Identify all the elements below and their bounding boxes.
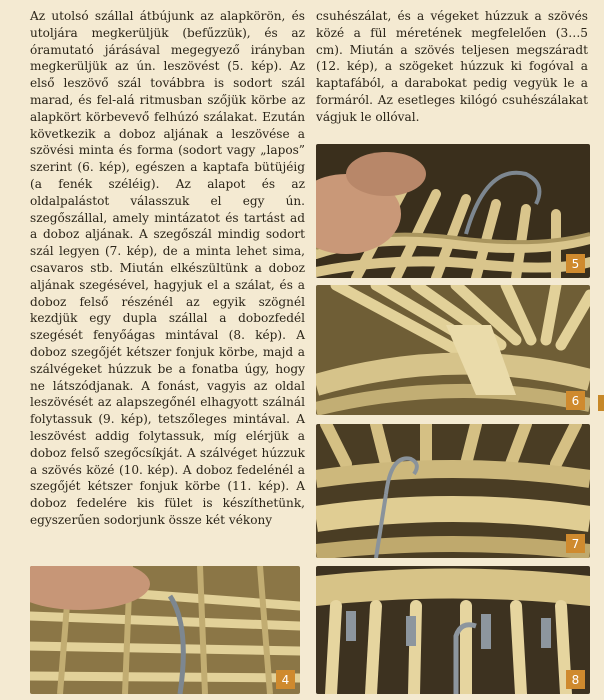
photo-5 bbox=[316, 144, 590, 278]
photo-8-number: 8 bbox=[566, 670, 585, 689]
photo-6-number: 6 bbox=[566, 391, 585, 410]
photo-8-image bbox=[316, 566, 590, 694]
photo-7-number: 7 bbox=[566, 534, 585, 553]
right-text-column bbox=[316, 8, 588, 126]
photo-7-image bbox=[316, 424, 590, 558]
photo-4 bbox=[30, 566, 300, 694]
photo-7 bbox=[316, 424, 590, 558]
photo-6 bbox=[316, 285, 590, 415]
left-text-column bbox=[30, 8, 305, 529]
photo-4-number: 4 bbox=[276, 670, 295, 689]
photo-5-image bbox=[316, 144, 590, 278]
photo-8 bbox=[316, 566, 590, 694]
photo-4-image bbox=[30, 566, 300, 694]
photo-6-image bbox=[316, 285, 590, 415]
page-edge-tab bbox=[598, 395, 604, 411]
left-paragraph: Az utolsó szállal átbújunk az alapkörön, és utoljára megkerüljük (befűzzük), és az óramutató járásával megegyező irányban megkerüljük az ún. leszövést (5. kép). Az első leszövő szál továbbra is sodort szál marad, és fel-alá ritmusban szőjük körbe az alapkört körbevevő felhúzó szálakat. Ezután következik a doboz aljának a leszövése a szövési minta és forma (sodort vagy „lapos” szerint (6. kép), egészen a kaptafa bütüjéig (a fenék széléig). Az alapot és az oldalpalástot válasszuk el egy ún. szegőszállal, amely mintázatot és tartást ad a doboz aljának. A szegőszál mindig sodort szál legyen (7. kép), de a minta lehet sima, csavaros stb. Miután elkészültünk a doboz aljának szegésével, hagyjuk el a szálat, és a doboz felső részénél az egyik szögnél kezdjük egy dupla szállal a dobozfedél szegését fenyőágas mintával (8. kép). A doboz szegőjét kétszer fonjuk körbe, majd a szálvégeket húzzuk be a fonatba úgy, hogy ne látszódjanak. A fonást, vagyis az oldal leszövését az alapszegőnél elhagyott szálnál folytassuk (9. kép), tetszőleges mintával. A leszövést addig folytassuk, míg elérjük a doboz felső szegőcsíkját. A szálvéget húzzuk a szövés közé (10. kép). A doboz fedelénél a szegőjét kétszer fonjuk körbe (11. kép). A doboz fedelére kis fület is készíthetünk, egyszerűen sodorjunk össze két vékony bbox=[30, 9, 305, 527]
right-paragraph: csuhészálat, és a végeket húzzuk a szövés közé a fül méretének megfelelően (3…5 cm). Miután a szövés teljesen megszáradt (12. kép), a szögeket húzzuk ki fogóval a kaptafából, a darabokat pedig vegyük le a formáról. Az esetleges kilógó csuhészálakat vágjuk le ollóval. bbox=[316, 9, 588, 124]
photo-5-number: 5 bbox=[566, 254, 585, 273]
